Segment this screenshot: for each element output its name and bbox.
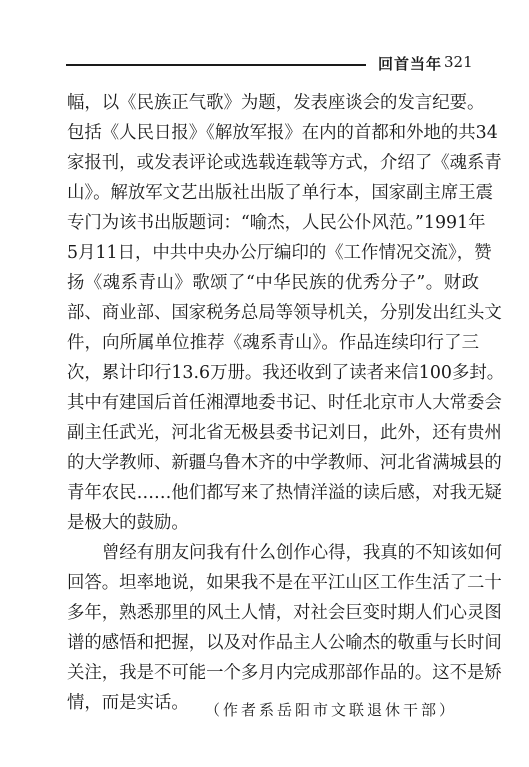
running-header [66, 52, 478, 76]
text-line: 曾经有朋友问我有什么创作心得，我真的不知该如何 [102, 543, 502, 563]
text-line: 幅，以《民族正气歌》为题，发表座谈会的发言纪要。 [67, 93, 485, 113]
text-line: 回答。坦率地说，如果我不是在平江山区工作生活了二十 [67, 573, 502, 593]
body-text [67, 88, 505, 718]
text-line: 扬《魂系青山》歌颂了“中华民族的优秀分子”。财政 [67, 273, 479, 293]
text-line: 5月11日，中共中央办公厅编印的《工作情况交流》，赞 [67, 243, 492, 263]
text-line: 谱的感悟和把握，以及对作品主人公喻杰的敬重与长时间 [67, 633, 502, 653]
text-line: 家报刊，或发表评论或选载连载等方式，介绍了《魂系青 [67, 153, 502, 173]
text-line: 情，而是实话。 [67, 693, 189, 713]
text-line: 件，向所属单位推荐《魂系青山》。作品连续印行了三 [67, 333, 479, 353]
text-line: 的大学教师、新疆乌鲁木齐的中学教师、河北省满城县的 [67, 453, 502, 473]
text-line: 其中有建国后首任湘潭地委书记、时任北京市人大常委会 [67, 393, 502, 413]
text-line: 次，累计印行13.6万册。我还收到了读者来信100多封。 [67, 363, 505, 383]
text-line: 专门为该书出版题词：“喻杰，人民公仆风范。”1991年 [67, 213, 486, 233]
header-rule [66, 64, 366, 66]
paragraph-1 [67, 88, 505, 538]
text-line: 是极大的鼓励。 [67, 513, 189, 533]
text-line: 关注，我是不可能一个多月内完成那部作品的。这不是矫 [67, 663, 502, 683]
running-title: 回首当年 [378, 55, 443, 73]
text-line: 部、商业部、国家税务总局等领导机关，分别发出红头文 [67, 303, 502, 323]
text-line: 副主任武光，河北省无极县委书记刘日，此外，还有贵州 [67, 423, 502, 443]
text-line: 山》。解放军文艺出版社出版了单行本，国家副主席王震 [67, 183, 494, 203]
paragraph-2 [67, 538, 502, 718]
text-line: 青年农民……他们都写来了热情洋溢的读后感，对我无疑 [67, 483, 502, 503]
text-line: 多年，熟悉那里的风土人情，对社会巨变时期人们心灵图 [67, 603, 502, 623]
page-number: 321 [444, 53, 473, 71]
author-note: （作者系岳阳市文联退休干部） [205, 701, 458, 719]
text-line: 包括《人民日报》《解放军报》在内的首都和外地的共34 [67, 123, 498, 143]
